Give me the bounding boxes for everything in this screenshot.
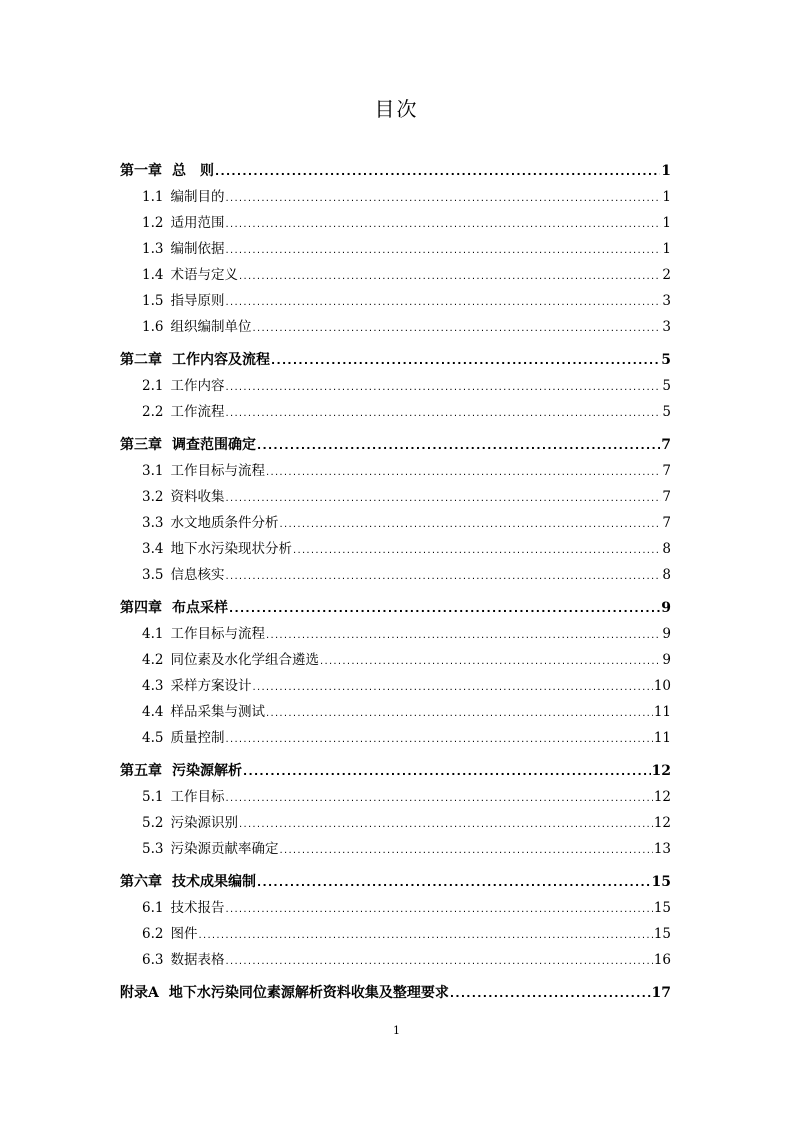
- toc-section-entry[interactable]: [120, 647, 671, 673]
- section-number: 2.2: [142, 404, 164, 420]
- chapter-title: 布点采样: [172, 600, 228, 616]
- toc-page-number: 11: [653, 704, 671, 720]
- toc-entry-label: [120, 595, 228, 621]
- chapter-number: 第四章: [120, 600, 162, 616]
- dot-leader: [198, 923, 652, 949]
- dot-leader: [225, 949, 652, 975]
- chapter-number: 第三章: [120, 437, 162, 453]
- dot-leader: [225, 375, 661, 401]
- dot-leader: [239, 264, 661, 290]
- toc-page-number: 3: [662, 319, 671, 335]
- toc-entry-label: [142, 699, 265, 725]
- chapter-title: 技术成果编制: [172, 874, 256, 890]
- table-of-contents: [120, 158, 671, 1006]
- toc-section-entry[interactable]: [120, 210, 671, 236]
- toc-page-number: 7: [661, 437, 671, 453]
- toc-page-number: 12: [653, 815, 671, 831]
- toc-page-number: 2: [662, 267, 671, 283]
- section-number: 6.2: [142, 926, 164, 942]
- toc-entry-label: [120, 347, 270, 373]
- section-number: 4.2: [142, 652, 164, 668]
- toc-section-entry[interactable]: [120, 373, 671, 399]
- section-title: 质量控制: [170, 730, 225, 746]
- toc-page-number: 15: [651, 874, 671, 890]
- dot-leader: [225, 786, 652, 812]
- toc-entry-label: [142, 621, 265, 647]
- toc-section-entry[interactable]: [120, 458, 671, 484]
- toc-entry-label: [142, 536, 292, 562]
- dot-leader: [266, 460, 661, 486]
- section-title: 指导原则: [170, 293, 225, 309]
- dot-leader: [257, 433, 660, 459]
- toc-page-number: 7: [662, 515, 671, 531]
- section-title: 地下水污染现状分析: [170, 541, 292, 557]
- toc-entry-label: [142, 895, 224, 921]
- section-title: 工作目标与流程: [170, 463, 265, 479]
- toc-title: 目次: [374, 97, 419, 121]
- chapter-number: 第六章: [120, 874, 162, 890]
- toc-page-number: 12: [653, 789, 671, 805]
- toc-entry-label: [120, 980, 449, 1006]
- section-title: 水文地质条件分析: [170, 515, 279, 531]
- toc-section-entry[interactable]: [120, 810, 671, 836]
- toc-entry-label: [142, 288, 224, 314]
- section-title: 工作目标: [170, 789, 225, 805]
- toc-entry-label: [142, 784, 224, 810]
- dot-leader: [225, 401, 661, 427]
- toc-page-number: 5: [662, 378, 671, 394]
- dot-leader: [225, 727, 652, 753]
- toc-page-number: 13: [653, 841, 671, 857]
- toc-section-entry[interactable]: [120, 725, 671, 751]
- toc-entry-label: [142, 647, 319, 673]
- section-number: 5.1: [142, 789, 164, 805]
- dot-leader: [450, 981, 651, 1007]
- section-title: 适用范围: [170, 215, 225, 231]
- section-number: 4.5: [142, 730, 164, 746]
- section-number: 1.5: [142, 293, 164, 309]
- section-number: 1.2: [142, 215, 164, 231]
- dot-leader: [266, 701, 653, 727]
- dot-leader: [266, 623, 661, 649]
- dot-leader: [279, 512, 661, 538]
- toc-page-number: 5: [661, 352, 671, 368]
- chapter-number: 第二章: [120, 352, 162, 368]
- toc-section-entry[interactable]: [120, 262, 671, 288]
- toc-section-entry[interactable]: [120, 510, 671, 536]
- dot-leader: [252, 316, 661, 342]
- section-number: 5.2: [142, 815, 164, 831]
- toc-page-number: 15: [653, 926, 671, 942]
- toc-entry-label: [142, 810, 238, 836]
- section-title: 技术报告: [170, 900, 225, 916]
- toc-entry-label: [120, 869, 256, 895]
- toc-section-entry[interactable]: [120, 288, 671, 314]
- chapter-title: 污染源解析: [172, 763, 242, 779]
- section-title: 信息核实: [170, 567, 225, 583]
- toc-entry-label: [142, 314, 251, 340]
- dot-leader: [215, 159, 660, 185]
- toc-page-number: 1: [662, 189, 671, 205]
- toc-page-number: 10: [653, 678, 671, 694]
- toc-entry-label: [142, 184, 224, 210]
- toc-page-number: 17: [651, 985, 671, 1001]
- toc-section-entry[interactable]: [120, 184, 671, 210]
- toc-section-entry[interactable]: [120, 484, 671, 510]
- section-number: 6.1: [142, 900, 164, 916]
- section-title: 术语与定义: [170, 267, 238, 283]
- toc-page-number: 7: [662, 463, 671, 479]
- toc-section-entry[interactable]: [120, 236, 671, 262]
- dot-leader: [225, 564, 661, 590]
- section-number: 3.2: [142, 489, 164, 505]
- toc-entry-label: [120, 158, 214, 184]
- section-title: 工作目标与流程: [170, 626, 265, 642]
- section-number: 1.3: [142, 241, 164, 257]
- section-number: 6.3: [142, 952, 164, 968]
- toc-page-number: 9: [662, 652, 671, 668]
- section-title: 数据表格: [170, 952, 225, 968]
- toc-chapter-entry[interactable]: [120, 347, 671, 373]
- toc-entry-label: [142, 236, 224, 262]
- toc-page-number: 9: [661, 600, 671, 616]
- toc-page-number: 12: [651, 763, 671, 779]
- toc-section-entry[interactable]: [120, 921, 671, 947]
- toc-entry-label: [142, 921, 197, 947]
- section-title: 组织编制单位: [170, 319, 252, 335]
- toc-section-entry[interactable]: [120, 399, 671, 425]
- toc-entry-label: [142, 510, 278, 536]
- section-number: 4.3: [142, 678, 164, 694]
- dot-leader: [257, 870, 651, 896]
- section-title: 工作流程: [170, 404, 225, 420]
- section-title: 采样方案设计: [170, 678, 252, 694]
- chapter-number: 第五章: [120, 763, 162, 779]
- dot-leader: [243, 759, 651, 785]
- section-number: 1.1: [142, 189, 164, 205]
- dot-leader: [252, 675, 652, 701]
- section-number: 3.3: [142, 515, 164, 531]
- dot-leader: [320, 649, 661, 675]
- section-title: 污染源识别: [170, 815, 238, 831]
- dot-leader: [225, 212, 661, 238]
- toc-page-number: 3: [662, 293, 671, 309]
- chapter-title: 工作内容及流程: [172, 352, 270, 368]
- section-number: 2.1: [142, 378, 164, 394]
- section-title: 资料收集: [170, 489, 225, 505]
- section-title: 样品采集与测试: [170, 704, 265, 720]
- toc-entry-label: [142, 458, 265, 484]
- dot-leader: [225, 186, 661, 212]
- toc-page-number: 8: [662, 541, 671, 557]
- dot-leader: [271, 348, 660, 374]
- dot-leader: [229, 596, 660, 622]
- section-title: 同位素及水化学组合遴选: [170, 652, 319, 668]
- toc-entry-label: [142, 373, 224, 399]
- toc-section-entry[interactable]: [120, 895, 671, 921]
- toc-entry-label: [142, 399, 224, 425]
- toc-page-number: 5: [662, 404, 671, 420]
- toc-entry-label: [142, 947, 224, 973]
- toc-page-number: 9: [662, 626, 671, 642]
- section-number: 3.1: [142, 463, 164, 479]
- dot-leader: [225, 290, 661, 316]
- toc-entry-label: [120, 758, 242, 784]
- section-title: 工作内容: [170, 378, 225, 394]
- chapter-title: 总 则: [172, 163, 214, 179]
- toc-page-number: 11: [653, 730, 671, 746]
- toc-entry-label: [142, 484, 224, 510]
- section-number: 1.4: [142, 267, 164, 283]
- section-number: 4.4: [142, 704, 164, 720]
- toc-entry-label: [142, 262, 238, 288]
- section-number: 4.1: [142, 626, 164, 642]
- toc-chapter-entry[interactable]: [120, 595, 671, 621]
- page-number: 1: [393, 1024, 400, 1037]
- section-number: 3.5: [142, 567, 164, 583]
- toc-chapter-entry[interactable]: [120, 980, 671, 1006]
- toc-chapter-entry[interactable]: [120, 869, 671, 895]
- toc-page-number: 1: [661, 163, 671, 179]
- toc-page-number: 8: [662, 567, 671, 583]
- chapter-title: 地下水污染同位素源解析资料收集及整理要求: [168, 985, 449, 1001]
- section-title: 编制目的: [170, 189, 225, 205]
- toc-section-entry[interactable]: [120, 947, 671, 973]
- dot-leader: [225, 238, 661, 264]
- toc-section-entry[interactable]: [120, 836, 671, 862]
- section-number: 5.3: [142, 841, 164, 857]
- section-title: 编制依据: [170, 241, 225, 257]
- section-number: 3.4: [142, 541, 164, 557]
- toc-section-entry[interactable]: [120, 314, 671, 340]
- dot-leader: [225, 486, 661, 512]
- toc-page-number: 7: [662, 489, 671, 505]
- dot-leader: [225, 897, 652, 923]
- toc-entry-label: [142, 725, 224, 751]
- toc-section-entry[interactable]: [120, 621, 671, 647]
- section-title: 污染源贡献率确定: [170, 841, 279, 857]
- toc-entry-label: [142, 673, 251, 699]
- toc-chapter-entry[interactable]: [120, 432, 671, 458]
- toc-chapter-entry[interactable]: [120, 758, 671, 784]
- toc-section-entry[interactable]: [120, 536, 671, 562]
- dot-leader: [279, 838, 652, 864]
- dot-leader: [239, 812, 653, 838]
- toc-section-entry[interactable]: [120, 784, 671, 810]
- toc-section-entry[interactable]: [120, 562, 671, 588]
- chapter-number: 附录A: [120, 985, 159, 1001]
- toc-section-entry[interactable]: [120, 699, 671, 725]
- chapter-number: 第一章: [120, 163, 162, 179]
- toc-entry-label: [120, 432, 256, 458]
- section-number: 1.6: [142, 319, 164, 335]
- toc-entry-label: [142, 210, 224, 236]
- toc-entry-label: [142, 562, 224, 588]
- toc-section-entry[interactable]: [120, 673, 671, 699]
- toc-page-number: 16: [653, 952, 671, 968]
- toc-entry-label: [142, 836, 278, 862]
- toc-page-number: 15: [653, 900, 671, 916]
- toc-page-number: 1: [662, 215, 671, 231]
- chapter-title: 调查范围确定: [172, 437, 256, 453]
- section-title: 图件: [170, 926, 198, 942]
- toc-page-number: 1: [662, 241, 671, 257]
- dot-leader: [293, 538, 661, 564]
- toc-chapter-entry[interactable]: [120, 158, 671, 184]
